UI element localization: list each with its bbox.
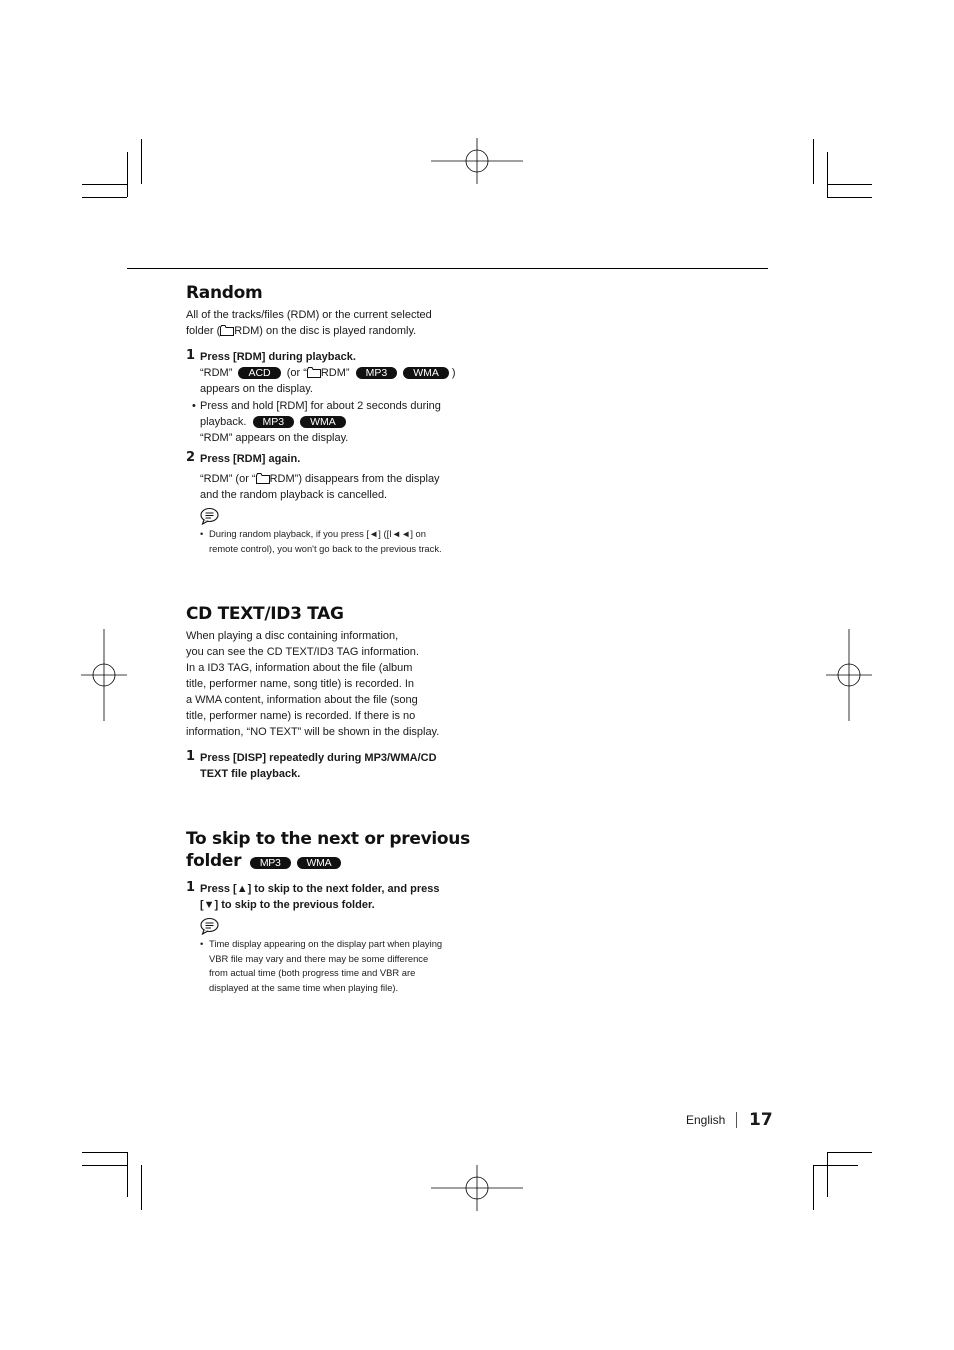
footer-separator — [736, 1112, 737, 1128]
registration-mark-icon — [431, 1165, 523, 1211]
registration-mark-icon — [431, 138, 523, 184]
skip-note: • Time display appearing on the display part when playing VBR file may vary and there may be some difference from actual time (both progress time and VBR are displayed at the same time when playing file). — [200, 938, 443, 993]
crop-mark-icon — [813, 139, 814, 184]
section-title-skip: To skip to the next or previous — [186, 829, 470, 849]
section-title-cd-text: CD TEXT/ID3 TAG — [186, 604, 344, 624]
crop-mark-icon — [82, 1152, 127, 1153]
crop-mark-icon — [82, 197, 127, 198]
memo-icon — [200, 917, 220, 935]
random-step-2: 2 Press [RDM] again. “RDM” (or “ RDM”) disappears from the display and the random playback is cancelled. — [186, 451, 476, 525]
mp3-badge: MP3 — [253, 416, 295, 428]
random-step-2-title: Press [RDM] again. — [200, 453, 301, 465]
folder-icon — [307, 367, 321, 378]
acd-badge: ACD — [238, 367, 280, 379]
crop-mark-icon — [127, 1152, 128, 1197]
random-step-1-title: Press [RDM] during playback. — [200, 351, 356, 363]
random-step-1-bullet: • Press and hold [RDM] for about 2 seconds during playback. MP3 WMA “RDM” appears on the display. — [192, 400, 441, 444]
mp3-badge: MP3 — [250, 857, 291, 869]
crop-mark-icon — [141, 1165, 142, 1210]
section-title-random: Random — [186, 283, 263, 303]
registration-mark-icon — [826, 629, 872, 721]
page-number: 17 — [749, 1110, 773, 1130]
footer-language: English — [686, 1113, 726, 1127]
random-note: • During random playback, if you press [◄] ([I◄◄] on remote control), you won't go back to the previous track. — [200, 528, 442, 554]
memo-icon — [200, 507, 220, 525]
header-rule — [127, 268, 768, 269]
crop-mark-icon — [813, 1165, 858, 1166]
crop-mark-icon — [82, 184, 127, 185]
registration-mark-icon — [81, 629, 127, 721]
crop-mark-icon — [827, 197, 872, 198]
mp3-badge: MP3 — [356, 367, 398, 379]
random-intro: All of the tracks/files (RDM) or the current selected folder ( RDM) on the disc is played randomly. — [186, 309, 432, 337]
random-step-1-line2: appears on the display. — [200, 383, 313, 395]
cd-text-description: When playing a disc containing information, you can see the CD TEXT/ID3 TAG information. In a ID3 TAG, information about the file (album title, performer name, song title) is recorded. In a WMA content, information about the file (song title, performer name) is recorded. If there is no information, “NO TEXT” will be shown in the display. — [186, 630, 440, 738]
folder-icon — [256, 473, 270, 484]
skip-step-1: 1 Press [▲] to skip to the next folder, and press [▼] to skip to the previous folder. — [186, 881, 476, 935]
crop-mark-icon — [827, 1152, 872, 1153]
crop-mark-icon — [82, 1165, 127, 1166]
random-step-1-line1: “RDM” ACD (or “ RDM” MP3 WMA ) — [200, 367, 456, 379]
crop-mark-icon — [827, 1152, 828, 1197]
crop-mark-icon — [127, 152, 128, 197]
wma-badge: WMA — [403, 367, 449, 379]
wma-badge: WMA — [300, 416, 346, 428]
crop-mark-icon — [827, 184, 872, 185]
crop-mark-icon — [813, 1165, 814, 1210]
random-step-1: 1 Press [RDM] during playback. “RDM” ACD (or “ RDM” MP3 WMA ) appears on the display. — [186, 349, 476, 397]
cd-text-step-1: 1 Press [DISP] repeatedly during MP3/WMA/CD TEXT file playback. — [186, 749, 437, 780]
crop-mark-icon — [827, 152, 828, 197]
crop-mark-icon — [141, 139, 142, 184]
wma-badge: WMA — [297, 857, 342, 869]
section-title-skip-2: folder MP3 WMA — [186, 850, 476, 872]
folder-icon — [220, 325, 234, 336]
page-content — [186, 282, 476, 995]
